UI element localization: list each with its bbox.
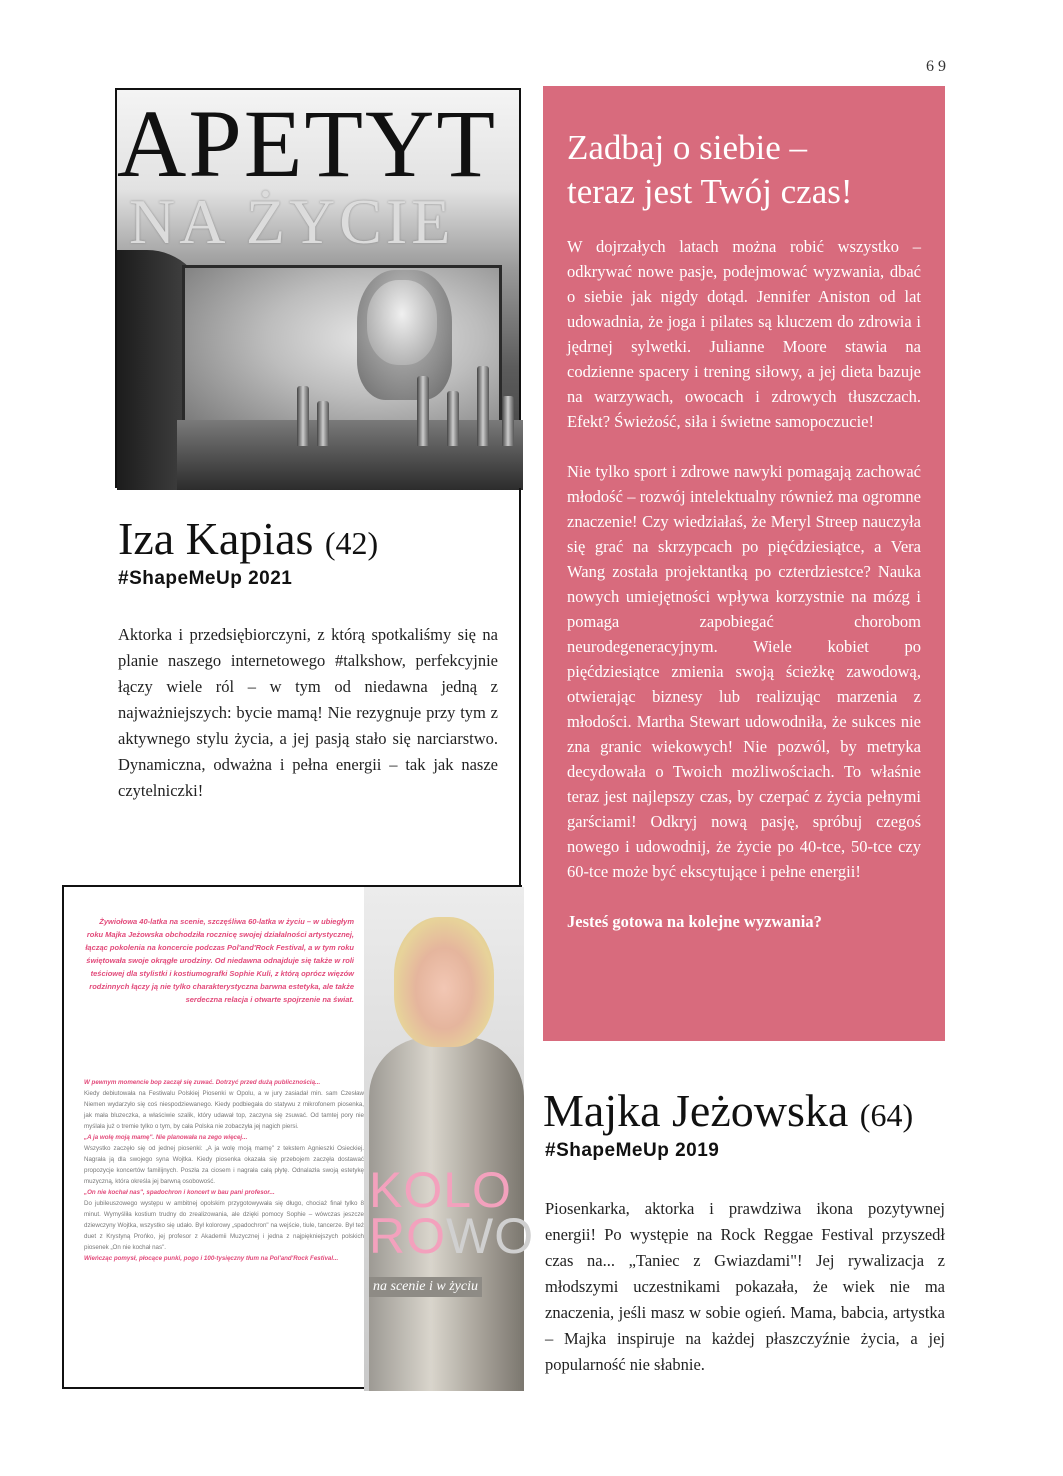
cover2-kolorowo [369,1162,535,1264]
person-age: (64) [859,1097,914,1133]
page-number: 69 [926,58,950,75]
vanity-counter [177,420,523,490]
pink-article-box [543,86,945,1041]
kolorowo-line2-pink: RO [369,1208,446,1264]
bottle-shape [317,401,329,446]
pink-cta: Jesteś gotowa na kolejne wyzwania? [567,912,822,931]
bio-iza: Aktorka i przedsiębiorczyni, z którą spotkaliśmy się na planie naszego internetowego #talkshow, perfekcyjnie łączy wiele ról – w tym od niedawna jedną z najważniejszych: bycie mamą! Nie rezygnuje przy tym z aktywnego stylu życia, a jej pasją stało się narciarstwo. Dynamiczna, odważna i pełna energii – tak jak nasze czytelniczki! [118,625,498,800]
person-name-iza [118,513,379,564]
cover-title: APETYT [117,90,497,197]
cover2-body [84,1077,364,1264]
cover2-intro: Żywiołowa 40-latka na scenie, szczęśliwa 60-latka w życiu – w ubiegłym roku Majka Jeżowska obchodziła rocznicę swojej działalności artystycznej, łącząc pokolenia na koncercie podczas Pol'and'Rock Festival, a w tym roku świętowała swoje okrągłe urodziny. Od niedawna odnajduje się także w roli teściowej dla stylistki i kostiumografki Sophie Kuli, z którą oprócz więzów rodzinnych łączy ją nie tylko charakterystyczna barwna estetyka, ale także serdeczna relacja i otwarte spojrzenie na świat. [85,917,354,1004]
cover2-head-shape [394,917,494,1047]
hashtag-2021: #ShapeMeUp 2021 [118,568,293,589]
pink-paragraph-1: W dojrzałych latach można robić wszystko – odkrywać nowe pasje, podejmować wyzwania, dbać o siebie jak nigdy dotąd. Jennifer Aniston od lat udowadnia, że joga i pilates są kluczem do zdrowia i jędrnej sylwetki. Julianne Moore stawia na codzienne spacery i trening siłowy, a jej dieta bazuje na warzywach, owocach i zdrowych tłuszczach. Efekt? Świeżość, siła i świetne samopoczucie! [567,237,921,431]
bottle-shape [417,376,429,446]
cover2-body3: Do jubileuszowego występu w ambitnej opolskim przygotowywała się długo, chociaż finał tylko 8 minut. Wymyśliła kostium trudny do zrealizowania, ale dzięki pomocy Sophie – wówczas jeszcze dziewczyny Wojtka, wszystko się udało. Był kolorowy „spadochron" na wejście, tiule, tancerze. Był też duet z Krystyną Prońko, jej profesor z Akademii Muzycznej i jedna z najpiękniejszych polskich piosenek „On nie kochał nas". [84,1200,364,1251]
cover2-body2: Wszystko zaczęło się od jednej piosenki: „A ja wolę moją mamę" z tekstem Agnieszki Osieckiej. Nagrała ją dla swojego syna Wojtka. Kiedy piosenka okazała się przebojem zaczęła dostawać propozycje koncertów familijnych. Poszła za ciosem i nagrała całą płytę. Odnalazła swoją estetykę muzyczną, która określa jej barwną osobowość. [84,1145,364,1185]
cover2-q2: „A ja wolę moją mamę". Nie planowała na zego więcej... [84,1134,248,1141]
pink-heading: Zadbaj o siebie – teraz jest Twój czas! [567,128,853,211]
person-name-text: Majka Jeżowska [543,1085,849,1136]
cover2-tagline: na scenie i w życiu [369,1277,482,1297]
cover-image-kolorowo [62,885,535,1389]
bottle-shape [502,396,514,446]
cover2-q1: W pewnym momencie bop zaczął się zuwać. Dotrzyć przed dużą publicznością... [84,1079,321,1086]
bottle-shape [477,366,489,446]
cover2-q3: „On nie kochał nas", spadochron i koncert w bau pani profesor... [84,1189,275,1196]
face-shape [367,280,437,365]
person-name-majka [543,1085,914,1136]
cover-subtitle: NA ŻYCIE [129,186,455,257]
hashtag-2019: #ShapeMeUp 2019 [545,1140,720,1161]
cover-image-apetyt [115,88,521,488]
cover2-outro: Wieńcząc pomysł, płocące punki, pogo i 100-tysięczny tłum na Pol'and'Rock Festival... [84,1255,339,1262]
kolorowo-line1: KOLO [369,1162,512,1218]
bio-majka: Piosenkarka, aktorka i prawdziwa ikona pozytywnej energii! Po występie na Rock Reggae Festival przyszedł czas na... „Taniec z Gwiazdami"! Jej rywalizacja z młodszymi uczestnikami pokazała, że wiek nie ma znaczenia, jeśli masz w sobie ogień. Mama, babcia, artystka – Majka inspiruje na każdej płaszczyźnie życia, a jej popularność nie słabnie. [545,1199,945,1374]
kolorowo-line2-grey: WO [446,1208,535,1264]
bottle-shape [297,386,309,446]
person-age: (42) [324,525,379,561]
cover2-body1: Kiedy debiutowała na Festiwalu Polskiej Piosenki w Opolu, a w jury zasiadał min. sam Czesław Niemen wydarzyło się coś niespodziewanego. Kiedy podbiegała do statywu z mikrofonem piosenka, jak mała bluzeczka, a właściwie szalik, który udawał top, zaczyna się zsuwać. Od tamtej pory nie myślała już o tremie tylko o tym, by cała Polska nie zobaczyła jej nagich piersi. [84,1090,364,1130]
person-name-text: Iza Kapias [118,513,314,564]
pink-paragraph-2: Nie tylko sport i zdrowe nawyki pomagają zachować młodość – rozwój intelektualny również ma ogromne znaczenie! Czy wiedziałaś, że Meryl Streep nauczyła się grać na skrzypcach po pięćdziesiątce, a Vera Wang została projektantką po czterdziestce? Nauka nowych umiejętności wpływa korzystnie na mózg i pomaga zapobiegać chorobom neurodegeneracyjnym. Wiele kobiet po pięćdziesiątce zmienia swoją ścieżkę zawodową, otwierając biznesy lub realizując marzenia z młodości. Martha Stewart udowodniła, że sukces nie zna granic wiekowych! Nie pozwól, by metryka decydowała o Twoich możliwościach. To właśnie teraz jest najlepszy czas, by czerpać z życia pełnymi garściami! Odkryj nową pasję, spróbuj czegoś nowego i udowodnij, że życie po 40-tce, 50-tce czy 60-tce może być ekscytujące i pełne energii! [567,462,921,881]
bottle-shape [447,391,459,446]
